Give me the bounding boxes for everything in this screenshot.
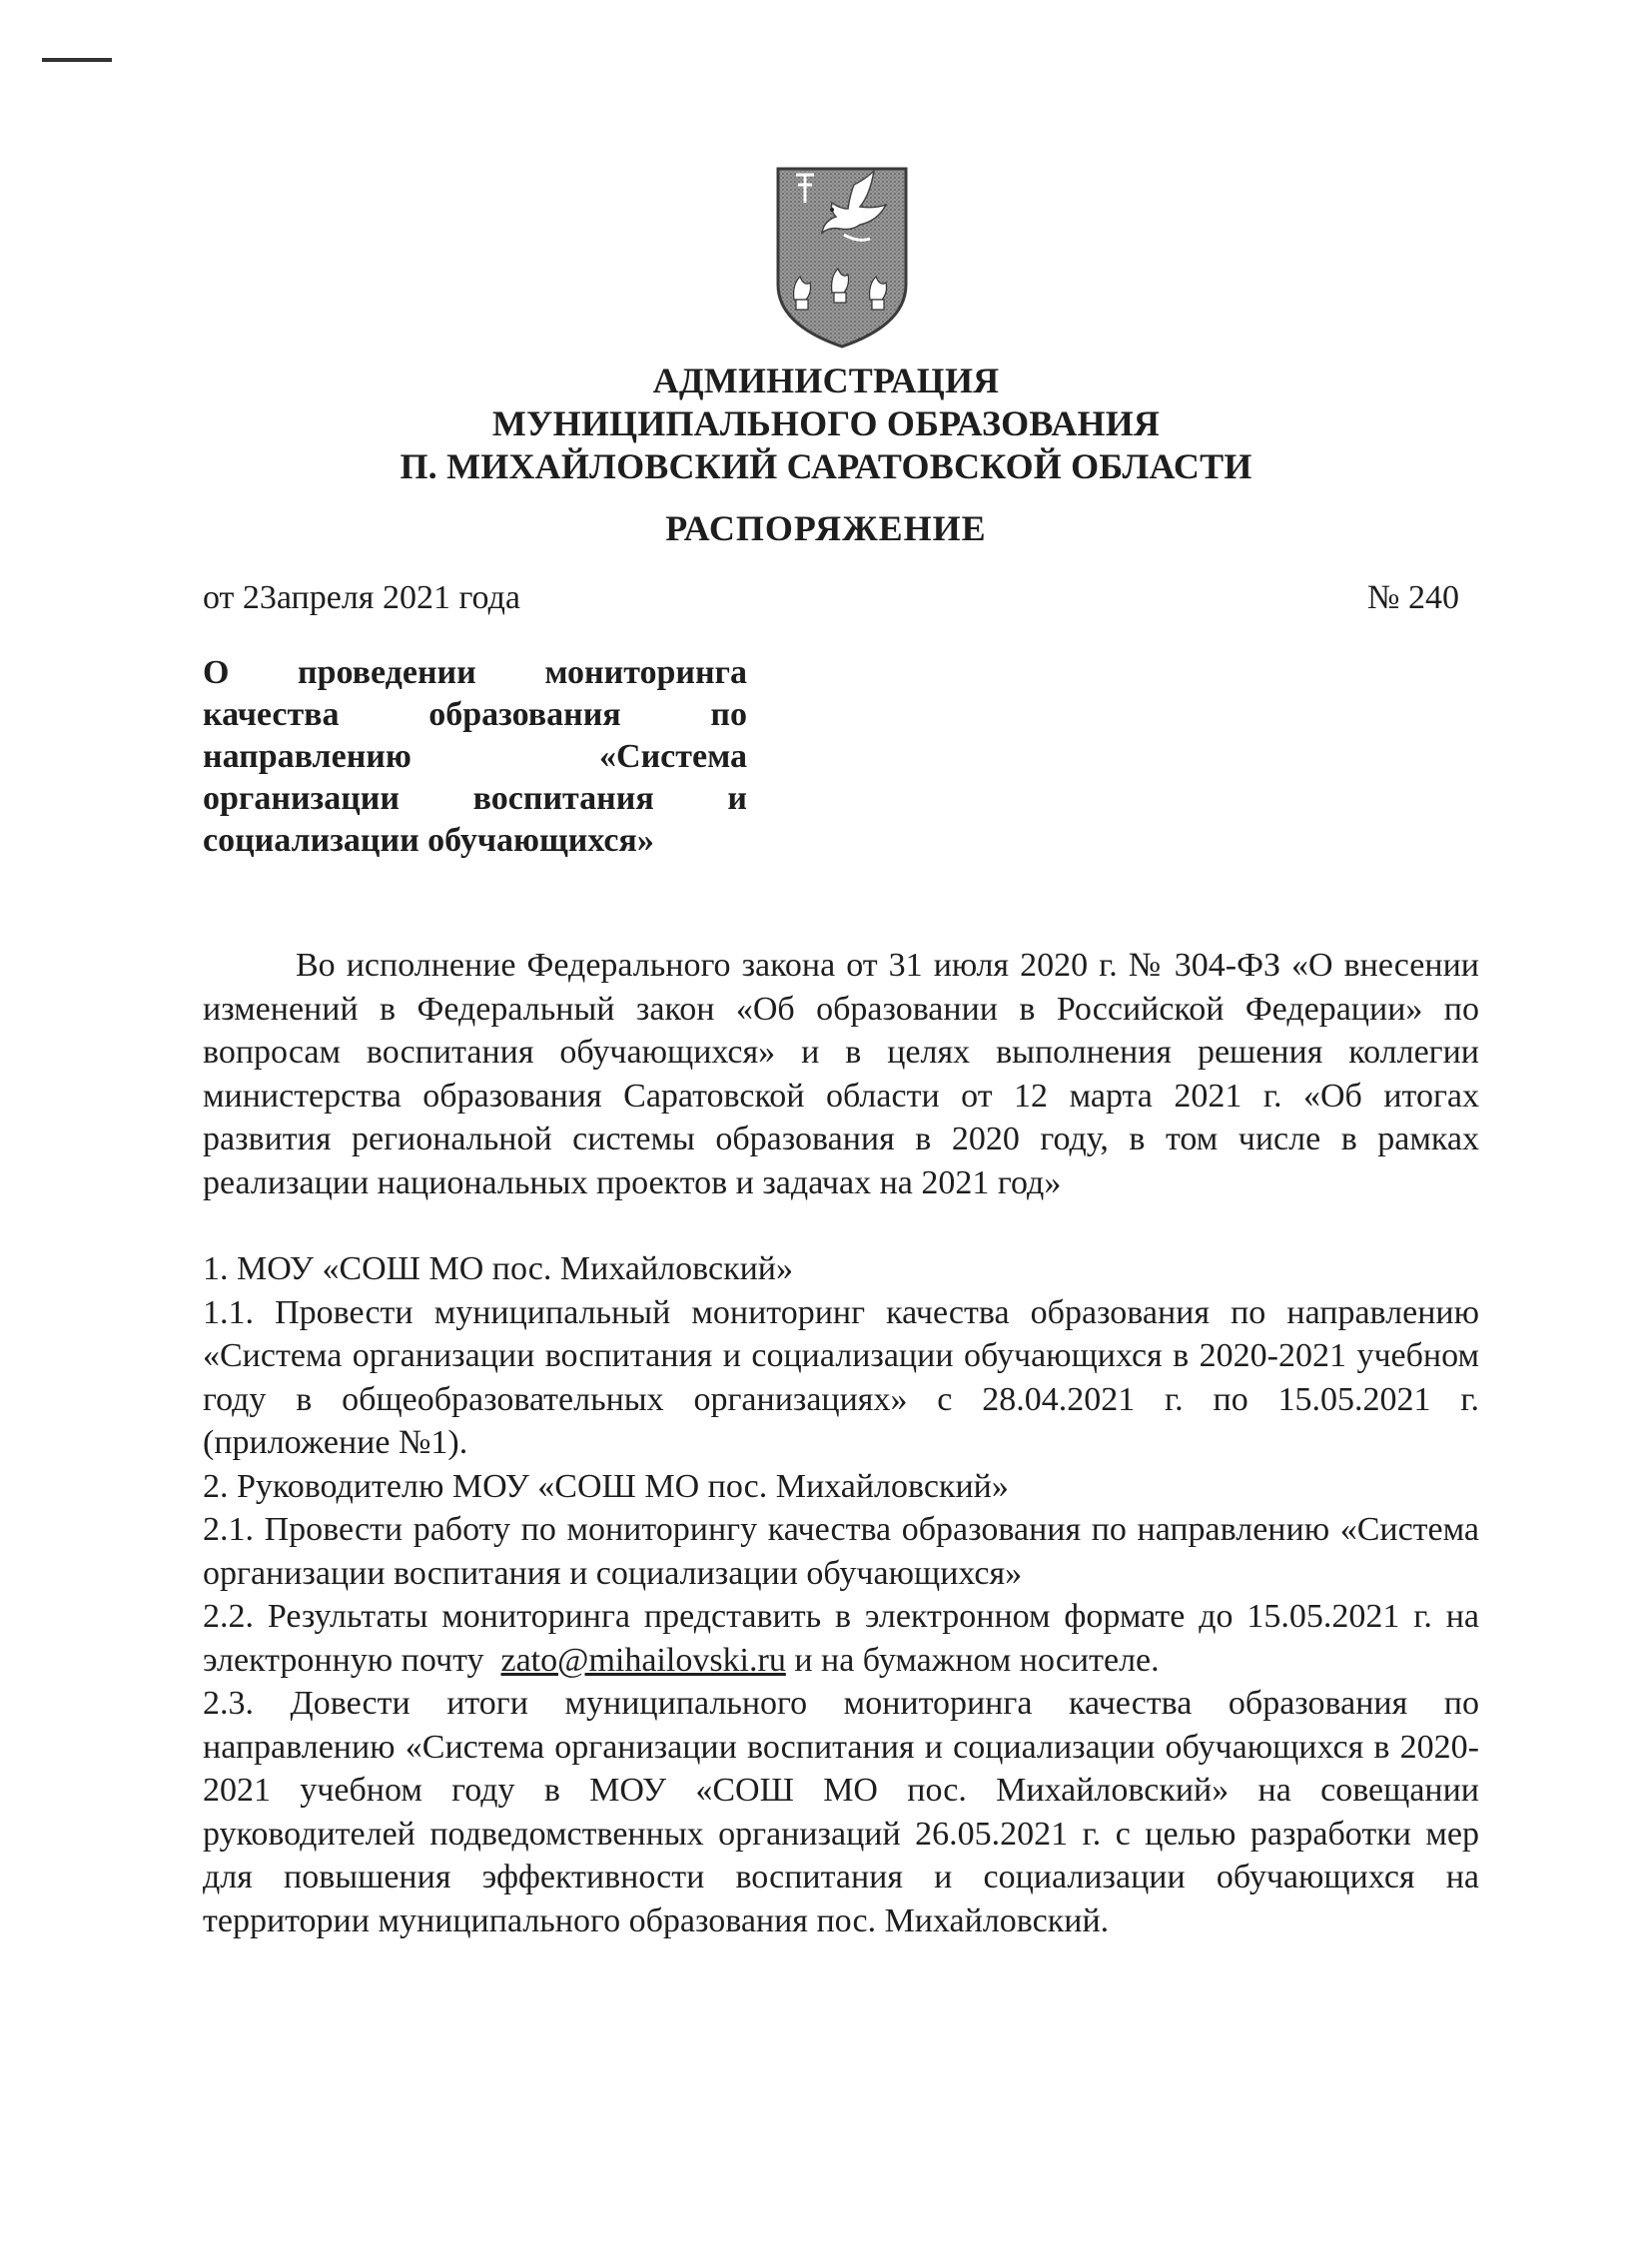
date-number-line	[203, 579, 1459, 617]
preamble-paragraph: Во исполнение Федерального закона от 31 июля 2020 г. № 304-ФЗ «О внесении изменений в Федеральный закон «Об образовании в Российской Федерации» по вопросам воспитания обучающихся» и в целях выполнения решения коллегии министерства образования Саратовской области от 12 марта 2021 г. «Об итогах развития региональной системы образования в 2020 году, в том числе в рамках реализации национальных проектов и задачах на 2021 год»	[203, 947, 1479, 1201]
item-2-2-text: 2.2. Результаты мониторинга представить в электронном формате до 15.05.2021 г. на электронную почту	[203, 1598, 1479, 1679]
email-link[interactable]: zato@mihailovski.ru	[500, 1641, 786, 1679]
item-2-2-text-end: и на бумажном носителе.	[794, 1641, 1160, 1679]
org-line-2: МУНИЦИПАЛЬНОГО ОБРАЗОВАНИЯ	[491, 403, 1161, 443]
document-date: от 23апреля 2021 года	[203, 579, 520, 616]
document-number: № 240	[1367, 579, 1459, 616]
item-2: 2. Руководителю МОУ «СОШ МО пос. Михайловский»	[203, 1467, 1009, 1505]
subject-line: О проведении мониторинга	[203, 654, 747, 691]
item-1-1: 1.1. Провести муниципальный мониторинг качества образования по направлению «Система организации воспитания и социализации обучающихся в 2020-2021 учебном году в общеобразовательных организациях» с 28.04.2021 г. по 15.05.2021 г. (приложение №1).	[203, 1293, 1479, 1461]
subject-line: социализации обучающихся»	[203, 822, 654, 859]
coat-of-arms-dove-icon	[774, 165, 910, 350]
item-2-3: 2.3. Довести итоги муниципального мониторинга качества образования по направлению «Система организации воспитания и социализации обучающихся в 2020-2021 учебном году в МОУ «СОШ МО пос. Михайловский» на совещании руководителей подведомственных организаций 26.05.2021 г. с целью разработки мер для повышения эффективности воспитания и социализации обучающихся на территории муниципального образования пос. Михайловский.	[203, 1685, 1479, 1939]
document-type-title: РАСПОРЯЖЕНИЕ	[665, 508, 987, 548]
item-2-2	[203, 1595, 1479, 1682]
subject-line: организации воспитания и	[203, 780, 747, 817]
subject-line: качества образования по	[203, 696, 747, 733]
scan-artifact	[42, 58, 112, 62]
document-body	[203, 944, 1479, 1942]
item-1: 1. МОУ «СОШ МО пос. Михайловский»	[203, 1250, 793, 1287]
subject-line: направлению «Система	[203, 738, 747, 775]
document-subject	[203, 652, 747, 862]
org-line-1: АДМИНИСТРАЦИЯ	[652, 361, 1000, 400]
organization-header	[0, 360, 1652, 488]
item-2-1: 2.1. Провести работу по мониторингу качества образования по направлению «Система организации воспитания и социализации обучающихся»	[203, 1511, 1479, 1592]
org-line-3: П. МИХАЙЛОВСКИЙ САРАТОВСКОЙ ОБЛАСТИ	[400, 446, 1252, 486]
